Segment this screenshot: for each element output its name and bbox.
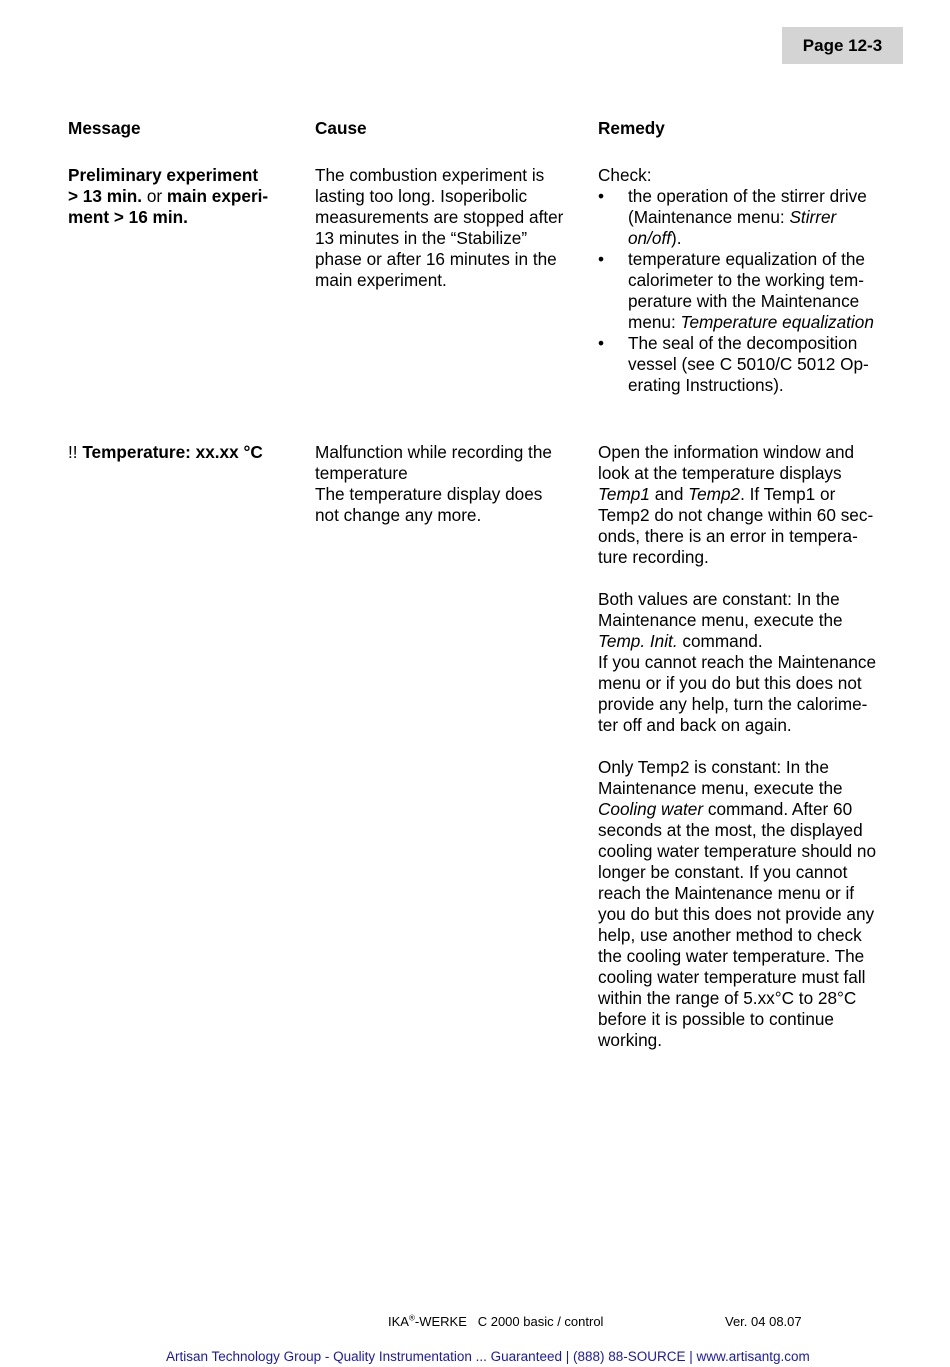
row1-message-main: main experi- xyxy=(166,186,269,206)
bullet-text-italic: on/off xyxy=(628,228,672,248)
footer-product-name: -WERKE C 2000 basic / control xyxy=(414,1314,604,1329)
row1-cause-line: measurements are stopped after xyxy=(315,207,564,227)
footer-version: Ver. 04 08.07 xyxy=(725,1314,802,1329)
remedy-italic: Cooling water xyxy=(598,799,704,819)
remedy-line: command. After 60 xyxy=(703,799,853,819)
watermark-link[interactable]: Artisan Technology Group - Quality Instrumentation ... Guaranteed | (888) 88-SOURCE | www.artisantg.com xyxy=(166,1349,810,1364)
bullet-text: menu: xyxy=(628,312,681,332)
bullet-icon: • xyxy=(598,333,605,353)
page-number-badge xyxy=(782,27,903,64)
remedy-line: you do but this does not provide any xyxy=(598,904,875,924)
row2-cause-line: The temperature display does xyxy=(315,484,543,504)
bullet-text-italic: Stirrer xyxy=(789,207,837,227)
row2-cause-line: Malfunction while recording the xyxy=(315,442,552,462)
row2-cause-line: not change any more. xyxy=(315,505,482,525)
row1-message xyxy=(68,165,298,228)
row1-cause-line: phase or after 16 minutes in the xyxy=(315,249,557,269)
remedy-line: Maintenance menu, execute the xyxy=(598,610,843,630)
remedy-bullet-item xyxy=(598,186,908,249)
row1-remedy xyxy=(598,165,908,396)
header-cause: Cause xyxy=(315,118,367,138)
row1-cause-line: 13 minutes in the “Stabilize” xyxy=(315,228,528,248)
remedy-bullet-item xyxy=(598,333,908,396)
row1-cause xyxy=(315,165,590,291)
remedy-line: the cooling water temperature. The xyxy=(598,946,865,966)
row1-message-line1: Preliminary experiment xyxy=(68,165,259,185)
remedy-line: seconds at the most, the displayed xyxy=(598,820,863,840)
header-message: Message xyxy=(68,118,141,138)
footer-registered-mark: ® xyxy=(408,1313,415,1323)
bullet-text: calorimeter to the working tem- xyxy=(628,270,864,290)
remedy-line: reach the Maintenance menu or if xyxy=(598,883,855,903)
row1-message-time1: > 13 min. xyxy=(68,186,143,206)
row2-cause xyxy=(315,442,590,526)
row1-message-or: or xyxy=(142,186,167,206)
row1-cause-line: The combustion experiment is xyxy=(315,165,545,185)
remedy-line: provide any help, turn the calorime- xyxy=(598,694,868,714)
remedy-line: If you cannot reach the Maintenance xyxy=(598,652,877,672)
bullet-text: erating Instructions). xyxy=(628,375,784,395)
footer-product xyxy=(388,1314,603,1329)
row1-remedy-intro: Check: xyxy=(598,165,652,185)
bullet-text-italic: Temperature equalization xyxy=(680,312,874,332)
bullet-text: vessel (see C 5010/C 5012 Op- xyxy=(628,354,869,374)
remedy-line: within the range of 5.xx°C to 28°C xyxy=(598,988,857,1008)
row2-message xyxy=(68,442,298,463)
row2-message-text: Temperature: xx.xx °C xyxy=(82,442,263,462)
remedy-line: help, use another method to check xyxy=(598,925,862,945)
remedy-line: Open the information window and xyxy=(598,442,855,462)
row2-cause-line: temperature xyxy=(315,463,408,483)
remedy-line: onds, there is an error in tempera- xyxy=(598,526,858,546)
remedy-bullet-item xyxy=(598,249,908,333)
remedy-line: cooling water temperature should no xyxy=(598,841,877,861)
row2-remedy xyxy=(598,442,908,1051)
bullet-text: perature with the Maintenance xyxy=(628,291,860,311)
bullet-text: The seal of the decomposition xyxy=(628,333,858,353)
remedy-line: Both values are constant: In the xyxy=(598,589,840,609)
row1-message-line3: ment > 16 min. xyxy=(68,207,188,227)
bullet-text: (Maintenance menu: xyxy=(628,207,790,227)
remedy-line: before it is possible to continue xyxy=(598,1009,834,1029)
footer-brand: IKA xyxy=(388,1314,409,1329)
row1-cause-line: lasting too long. Isoperibolic xyxy=(315,186,528,206)
bullet-text: ). xyxy=(671,228,682,248)
remedy-line: working. xyxy=(598,1030,662,1050)
row2-message-prefix: !! xyxy=(68,442,83,462)
page-number-label: Page 12-3 xyxy=(802,35,883,55)
header-remedy: Remedy xyxy=(598,118,665,138)
row1-cause-line: main experiment. xyxy=(315,270,447,290)
remedy-line: longer be constant. If you cannot xyxy=(598,862,848,882)
bullet-icon: • xyxy=(598,249,605,269)
remedy-line: command. xyxy=(677,631,763,651)
remedy-line: . If Temp1 or xyxy=(740,484,836,504)
remedy-line: Temp2 do not change within 60 sec- xyxy=(598,505,874,525)
remedy-italic: Temp1 xyxy=(598,484,650,504)
remedy-line: look at the temperature displays xyxy=(598,463,842,483)
bullet-text: the operation of the stirrer drive xyxy=(628,186,867,206)
remedy-line: ture recording. xyxy=(598,547,709,567)
remedy-italic: Temp. Init. xyxy=(598,631,678,651)
remedy-line: Maintenance menu, execute the xyxy=(598,778,843,798)
remedy-line: cooling water temperature must fall xyxy=(598,967,866,987)
bullet-text: temperature equalization of the xyxy=(628,249,865,269)
remedy-italic: Temp2 xyxy=(688,484,741,504)
bullet-icon: • xyxy=(598,186,605,206)
remedy-line: and xyxy=(649,484,689,504)
remedy-line: menu or if you do but this does not xyxy=(598,673,862,693)
remedy-line: ter off and back on again. xyxy=(598,715,792,735)
remedy-line: Only Temp2 is constant: In the xyxy=(598,757,829,777)
